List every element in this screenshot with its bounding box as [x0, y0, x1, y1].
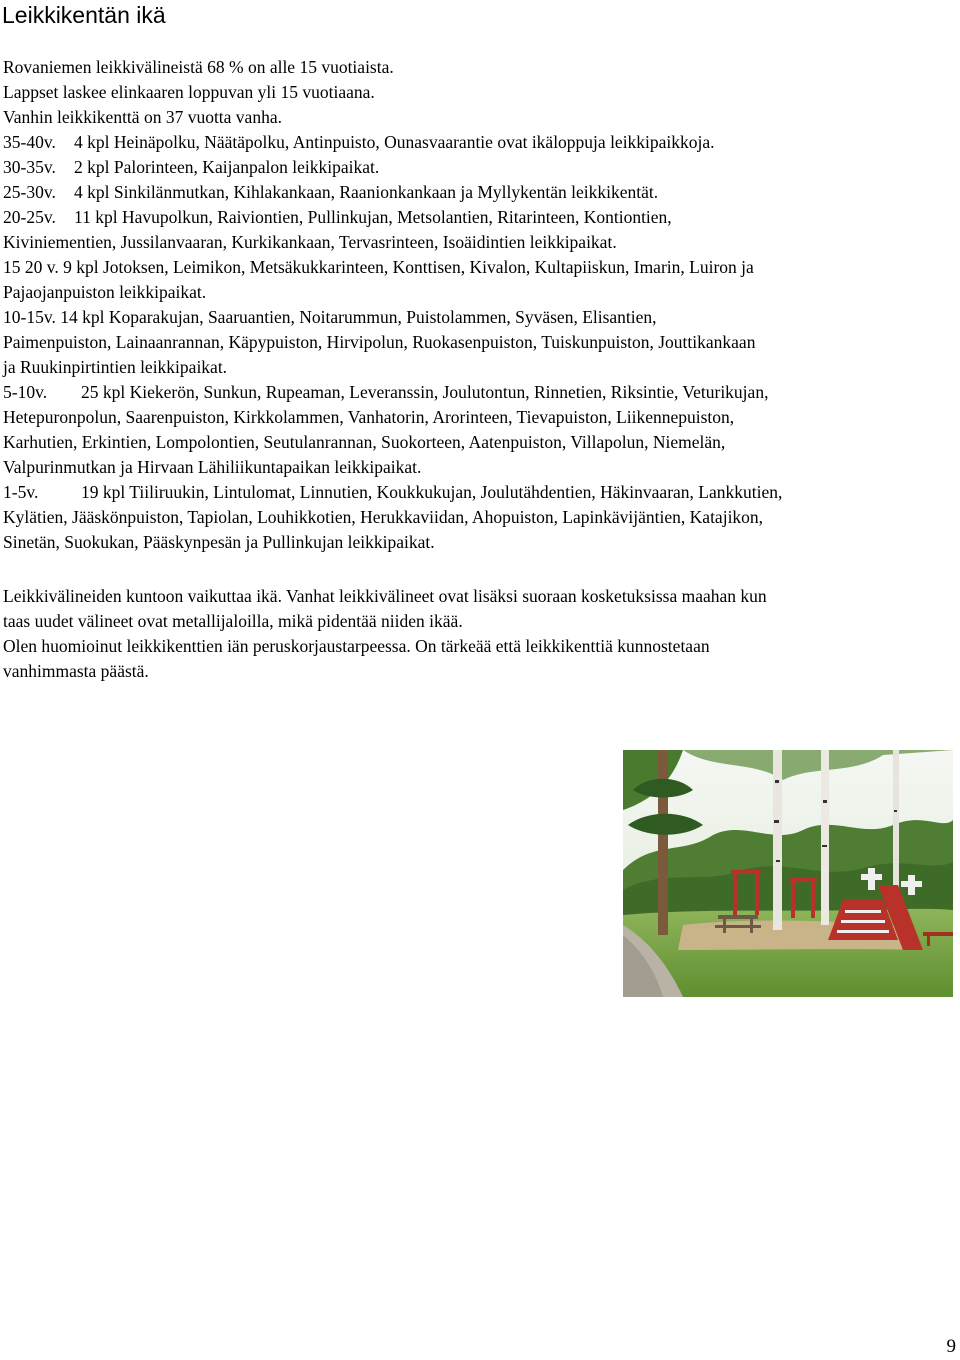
age-group-5-10	[3, 380, 958, 480]
age-group-text: 9 kpl Jotoksen, Leimikon, Metsäkukkarinteen, Konttisen, Kivalon, Kultapiiskun, Imarin, Luiron ja	[63, 257, 754, 277]
age-group-30-35	[3, 155, 958, 180]
page-heading: Leikkikentän ikä	[2, 2, 166, 28]
age-group-text: 2 kpl Palorinteen, Kaijanpalon leikkipaikat.	[74, 157, 380, 177]
closing-line: vanhimmasta päästä.	[3, 661, 149, 681]
age-group-text: 19 kpl Tiiliruukin, Lintulomat, Linnutien, Koukkukujan, Joulutähdentien, Häkinvaaran, Lankkutien,	[81, 482, 783, 502]
age-group-line: ja Ruukinpirtintien leikkipaikat.	[3, 357, 228, 377]
closing-line: Leikkivälineiden kuntoon vaikuttaa ikä. Vanhat leikkivälineet ovat lisäksi suoraan kosketuksissa maahan kun	[3, 586, 767, 606]
intro-line: Lappset laskee elinkaaren loppuvan yli 15 vuotiaana.	[3, 82, 375, 102]
closing-line: taas uudet välineet ovat metallijaloilla, mikä pidentää niiden ikää.	[3, 611, 463, 631]
intro-line: Rovaniemen leikkivälineistä 68 % on alle 15 vuotiaista.	[3, 57, 394, 77]
age-range-label: 25-30v.	[3, 182, 56, 202]
age-group-text: 4 kpl Heinäpolku, Näätäpolku, Antinpuisto, Ounasvaarantie ovat ikäloppuja leikkipaikkoja.	[74, 132, 715, 152]
paragraph-gap	[3, 555, 958, 584]
age-range-label: 35-40v.	[3, 132, 56, 152]
closing-paragraph	[3, 584, 958, 684]
age-group-10-15	[3, 305, 958, 380]
document-body	[3, 55, 958, 684]
age-group-line	[3, 480, 958, 505]
age-range-label: 20-25v.	[3, 207, 56, 227]
closing-line: Olen huomioinut leikkikenttien iän peruskorjaustarpeessa. On tärkeää että leikkikenttiä kunnostetaan	[3, 636, 710, 656]
age-group-line: Karhutien, Erkintien, Lompolontien, Seutulanrannan, Suokorteen, Aatenpuiston, Villapolun, Niemelän,	[3, 432, 726, 452]
age-group-line	[3, 155, 958, 180]
age-group-15-20	[3, 255, 958, 305]
age-range-label: 30-35v.	[3, 157, 56, 177]
age-group-35-40	[3, 130, 958, 155]
age-group-line: Kiviniementien, Jussilanvaaran, Kurkikankaan, Tervasrinteen, Isoäidintien leikkipaikat.	[3, 232, 617, 252]
age-group-line	[3, 305, 958, 330]
age-range-label: 5-10v.	[3, 382, 48, 402]
age-group-line	[3, 255, 958, 280]
age-group-text: 11 kpl Havupolkun, Raiviontien, Pullinkujan, Metsolantien, Ritarinteen, Kontiontien,	[74, 207, 672, 227]
age-group-line	[3, 380, 958, 405]
age-group-line	[3, 130, 958, 155]
age-group-20-25	[3, 205, 958, 255]
age-group-line	[3, 205, 958, 230]
age-group-text: 4 kpl Sinkilänmutkan, Kihlakankaan, Raanionkankaan ja Myllykentän leikkikentät.	[74, 182, 659, 202]
age-group-line: Hetepuronpolun, Saarenpuiston, Kirkkolammen, Vanhatorin, Arorinteen, Tievapuiston, Liikennepuiston,	[3, 407, 735, 427]
age-group-line: Pajaojanpuiston leikkipaikat.	[3, 282, 207, 302]
page-number: 9	[946, 1336, 956, 1357]
age-group-line: Valpurinmutkan ja Hirvaan Lähiliikuntapaikan leikkipaikat.	[3, 457, 422, 477]
age-group-line: Sinetän, Suokukan, Pääskynpesän ja Pullinkujan leikkipaikat.	[3, 532, 435, 552]
age-group-line	[3, 180, 958, 205]
age-group-text: 14 kpl Koparakujan, Saaruantien, Noitarummun, Puistolammen, Syväsen, Elisantien,	[60, 307, 657, 327]
age-range-label: 1-5v.	[3, 482, 39, 502]
age-group-25-30	[3, 180, 958, 205]
age-group-1-5	[3, 480, 958, 555]
age-group-list	[3, 130, 958, 555]
age-range-label: 15 20 v.	[3, 257, 59, 277]
intro-line: Vanhin leikkikenttä on 37 vuotta vanha.	[3, 107, 282, 127]
intro-paragraph	[3, 55, 958, 130]
playground-photo	[623, 750, 953, 997]
age-group-text: 25 kpl Kiekerön, Sunkun, Rupeaman, Leveranssin, Joulutontun, Rinnetien, Riksintie, Veturikujan,	[81, 382, 769, 402]
age-group-line: Kylätien, Jääskönpuiston, Tapiolan, Louhikkotien, Herukkaviidan, Ahopuiston, Lapinkävijäntien, Katajikon,	[3, 507, 764, 527]
playground-photo-illustration	[623, 750, 953, 997]
age-group-line: Paimenpuiston, Lainaanrannan, Käpypuiston, Hirvipolun, Ruokasenpuiston, Tuiskunpuiston, Jouttikankaan	[3, 332, 756, 352]
age-range-label: 10-15v.	[3, 307, 56, 327]
